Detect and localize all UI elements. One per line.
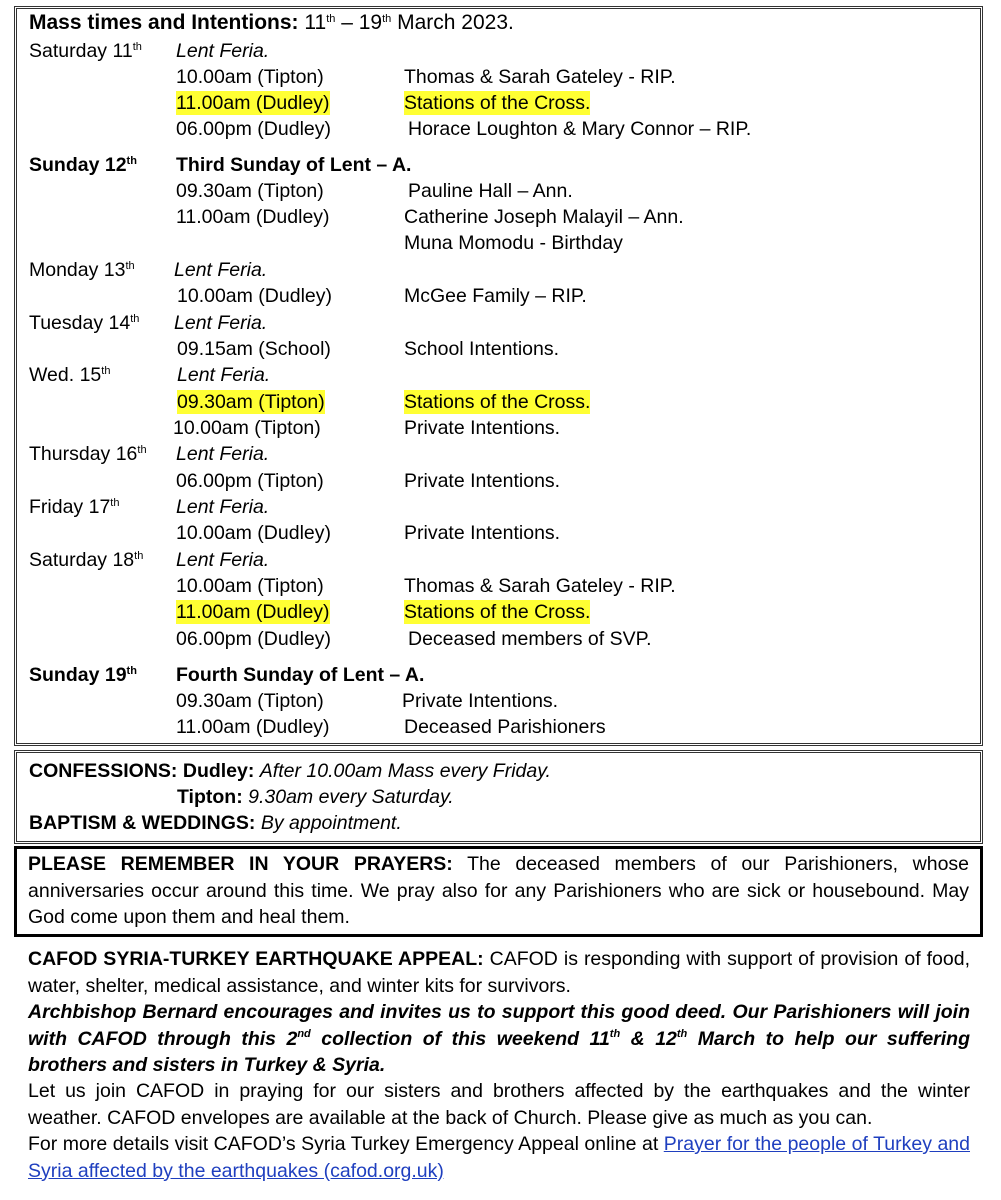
- mass-intention: Private Intentions.: [404, 522, 561, 544]
- day-label: Thursday 16th: [29, 443, 147, 465]
- mass-time: 09.15am (School): [177, 338, 331, 360]
- mass-intention: Catherine Joseph Malayil – Ann.: [404, 206, 684, 228]
- dudley-label: Dudley:: [182, 760, 255, 782]
- mass-intention-highlighted: Stations of the Cross.: [404, 92, 591, 114]
- mass-time: 06.00pm (Dudley): [176, 628, 331, 650]
- mass-title-sup-1: th: [326, 13, 336, 25]
- mass-intention: Deceased members of SVP.: [408, 628, 652, 650]
- dudley-confession-time: After 10.00am Mass every Friday.: [259, 760, 551, 782]
- mass-title-date-start: 11: [304, 11, 327, 34]
- mass-intention: Deceased Parishioners: [404, 716, 606, 738]
- mass-time-highlighted: 11.00am (Dudley): [176, 601, 330, 623]
- prayers-text: The deceased members of our Parishioners, whose anniversaries occur around this time. We pray also for any Parishioners who are sick or housebound. May God come upon them and heal them.: [28, 853, 970, 928]
- feast-label: Third Sunday of Lent – A.: [176, 154, 412, 176]
- day-label: Sunday 19th: [29, 664, 137, 686]
- day-label: Tuesday 14th: [29, 312, 140, 334]
- tipton-confession-time: 9.30am every Saturday.: [248, 786, 454, 808]
- day-label: Wed. 15th: [29, 364, 111, 386]
- mass-intention: Private Intentions.: [404, 470, 561, 492]
- mass-times-title: [29, 11, 514, 35]
- cafod-text: CAFOD is responding with support of provision of food, water, shelter, medical assistance, and winter kits for survivors.: [28, 948, 970, 997]
- day-label: Monday 13th: [29, 259, 135, 281]
- mass-title-bold: Mass times and Intentions:: [29, 11, 299, 34]
- day-label: Saturday 11th: [29, 40, 142, 62]
- mass-time: 10.00am (Dudley): [177, 285, 332, 307]
- mass-time: 11.00am (Dudley): [176, 716, 330, 738]
- mass-intention: McGee Family – RIP.: [404, 285, 587, 307]
- confessions-dudley-line: [29, 759, 551, 783]
- mass-time: 10.00am (Tipton): [176, 66, 324, 88]
- mass-intention: School Intentions.: [404, 338, 560, 360]
- cafod-archbishop-paragraph: Archbishop Bernard encourages and invites us to support this good deed. Our Parishioners will join with CAFOD through this 2nd collection of this weekend 11th & 12th March to help our suffering brothers and sisters in Turkey & Syria.: [28, 1001, 970, 1076]
- mass-time-highlighted: 11.00am (Dudley): [176, 92, 330, 114]
- prayers-label: PLEASE REMEMBER IN YOUR PRAYERS:: [28, 853, 453, 875]
- baptism-line: [29, 811, 402, 835]
- mass-time: 06.00pm (Tipton): [176, 470, 324, 492]
- feast-label: Fourth Sunday of Lent – A.: [176, 664, 425, 686]
- cafod-appeal-link[interactable]: Prayer for the people of Turkey and Syria affected by the earthquakes (cafod.org.uk): [28, 1133, 970, 1182]
- feast-label: Lent Feria.: [176, 40, 270, 62]
- feast-label: Lent Feria.: [176, 549, 270, 571]
- baptism-text: By appointment.: [260, 812, 402, 834]
- confessions-label: CONFESSIONS:: [29, 760, 178, 782]
- feast-label: Lent Feria.: [176, 443, 270, 465]
- day-label: Saturday 18th: [29, 549, 144, 571]
- mass-time-highlighted: 09.30am (Tipton): [177, 391, 325, 413]
- mass-time: 10.00am (Tipton): [176, 575, 324, 597]
- mass-intention: Horace Loughton & Mary Connor – RIP.: [408, 118, 752, 140]
- mass-title-date-end: March 2023.: [391, 11, 514, 34]
- tipton-label: Tipton:: [177, 786, 243, 808]
- day-label: Sunday 12th: [29, 154, 137, 176]
- feast-label: Lent Feria.: [177, 364, 271, 386]
- mass-time: 10.00am (Tipton): [173, 417, 321, 439]
- mass-time: 09.30am (Tipton): [176, 690, 324, 712]
- mass-time: 10.00am (Dudley): [176, 522, 331, 544]
- confessions-tipton-line: [177, 785, 454, 809]
- cafod-more-paragraph: [28, 1131, 970, 1184]
- mass-time: 11.00am (Dudley): [176, 206, 330, 228]
- prayers-paragraph: [28, 851, 969, 931]
- mass-intention: Private Intentions.: [404, 417, 561, 439]
- mass-intention: Thomas & Sarah Gateley - RIP.: [404, 575, 676, 597]
- feast-label: Lent Feria.: [176, 496, 270, 518]
- cafod-label: CAFOD SYRIA-TURKEY EARTHQUAKE APPEAL:: [28, 948, 484, 970]
- cafod-more-text: For more details visit CAFOD’s Syria Turkey Emergency Appeal online at: [28, 1133, 664, 1155]
- mass-intention: Thomas & Sarah Gateley - RIP.: [404, 66, 676, 88]
- mass-time: 06.00pm (Dudley): [176, 118, 331, 140]
- cafod-join-paragraph: Let us join CAFOD in praying for our sisters and brothers affected by the earthquakes and the winter weather. CAFOD envelopes are available at the back of Church. Please give as much as you can.: [28, 1080, 970, 1129]
- day-label: Friday 17th: [29, 496, 120, 518]
- cafod-intro-paragraph: [28, 946, 970, 999]
- feast-label: Lent Feria.: [174, 259, 268, 281]
- mass-intention-highlighted: Stations of the Cross.: [404, 601, 591, 623]
- feast-label: Lent Feria.: [174, 312, 268, 334]
- mass-intention: Private Intentions.: [402, 690, 559, 712]
- mass-title-sup-2: th: [382, 13, 392, 25]
- mass-title-date-mid: – 19: [335, 11, 383, 34]
- mass-intention: Pauline Hall – Ann.: [408, 180, 573, 202]
- baptism-label: BAPTISM & WEDDINGS:: [29, 812, 256, 834]
- mass-time: 09.30am (Tipton): [176, 180, 324, 202]
- mass-intention: Muna Momodu - Birthday: [404, 232, 623, 254]
- mass-intention-highlighted: Stations of the Cross.: [404, 391, 591, 413]
